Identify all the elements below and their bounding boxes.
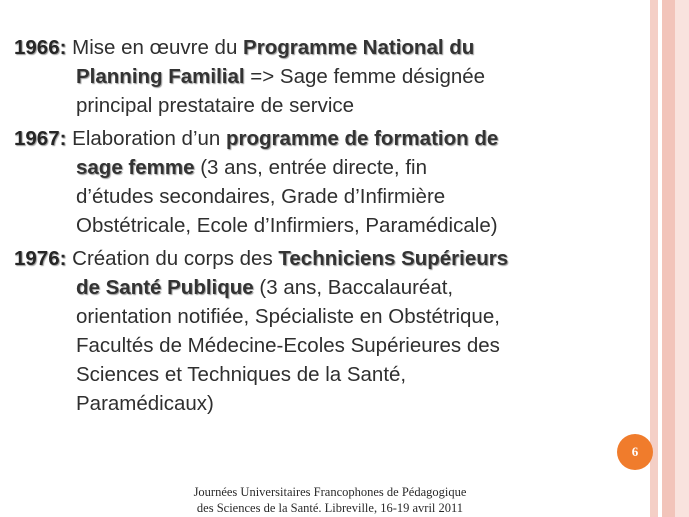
highlighted-text: de Santé Publique [76, 276, 254, 299]
entry-text: (3 ans, Baccalauréat, [253, 276, 454, 299]
entry-line [14, 273, 639, 302]
entry-text: d’études secondaires, Grade d’Infirmière [76, 185, 446, 208]
entry-text: Paramédicaux) [76, 392, 214, 415]
timeline-entry [14, 33, 639, 120]
entry-line [14, 33, 639, 62]
footer-line-2: des Sciences de la Santé. Libreville, 16-19 avril 2011 [196, 501, 464, 515]
entry-line [14, 389, 639, 418]
page-number-badge: 6 [617, 434, 653, 470]
entry-year: 1967: [14, 127, 67, 150]
entry-year: 1976: [14, 247, 67, 270]
decorative-stripe [662, 0, 675, 517]
timeline-entry [14, 244, 639, 418]
entry-text: Facultés de Médecine-Ecoles Supérieures des [76, 334, 500, 357]
entry-text: principal prestataire de service [76, 94, 355, 117]
entry-year: 1966: [14, 36, 67, 59]
timeline-list [14, 33, 639, 422]
highlighted-text: Planning Familial [76, 65, 245, 88]
footer [110, 484, 550, 516]
highlighted-text: Programme National du [243, 36, 475, 59]
entry-line [14, 244, 639, 273]
footer-line-1: Journées Universitaires Francophones de Pédagogique [193, 485, 467, 499]
entry-text: Obstétricale, Ecole d’Infirmiers, Paramédicale) [76, 214, 498, 237]
decorative-stripe [675, 0, 689, 517]
timeline-entry [14, 124, 639, 240]
entry-text: (3 ans, entrée directe, fin [194, 156, 427, 179]
entry-text: Création du corps des [72, 247, 279, 270]
entry-line [14, 91, 639, 120]
highlighted-text: Techniciens Supérieurs [278, 247, 509, 270]
entry-text: => Sage femme désignée [244, 65, 486, 88]
entry-line [14, 124, 639, 153]
entry-line [14, 211, 639, 240]
highlighted-text: sage femme [76, 156, 195, 179]
decorative-stripe [650, 0, 658, 517]
entry-line [14, 331, 639, 360]
entry-line [14, 302, 639, 331]
highlighted-text: programme de formation de [226, 127, 499, 150]
entry-line [14, 360, 639, 389]
entry-text: Elaboration d’un [72, 127, 227, 150]
entry-text: Mise en œuvre du [72, 36, 244, 59]
entry-line [14, 153, 639, 182]
entry-line [14, 182, 639, 211]
entry-line [14, 62, 639, 91]
entry-text: Sciences et Techniques de la Santé, [76, 363, 407, 386]
entry-text: orientation notifiée, Spécialiste en Obstétrique, [76, 305, 500, 328]
